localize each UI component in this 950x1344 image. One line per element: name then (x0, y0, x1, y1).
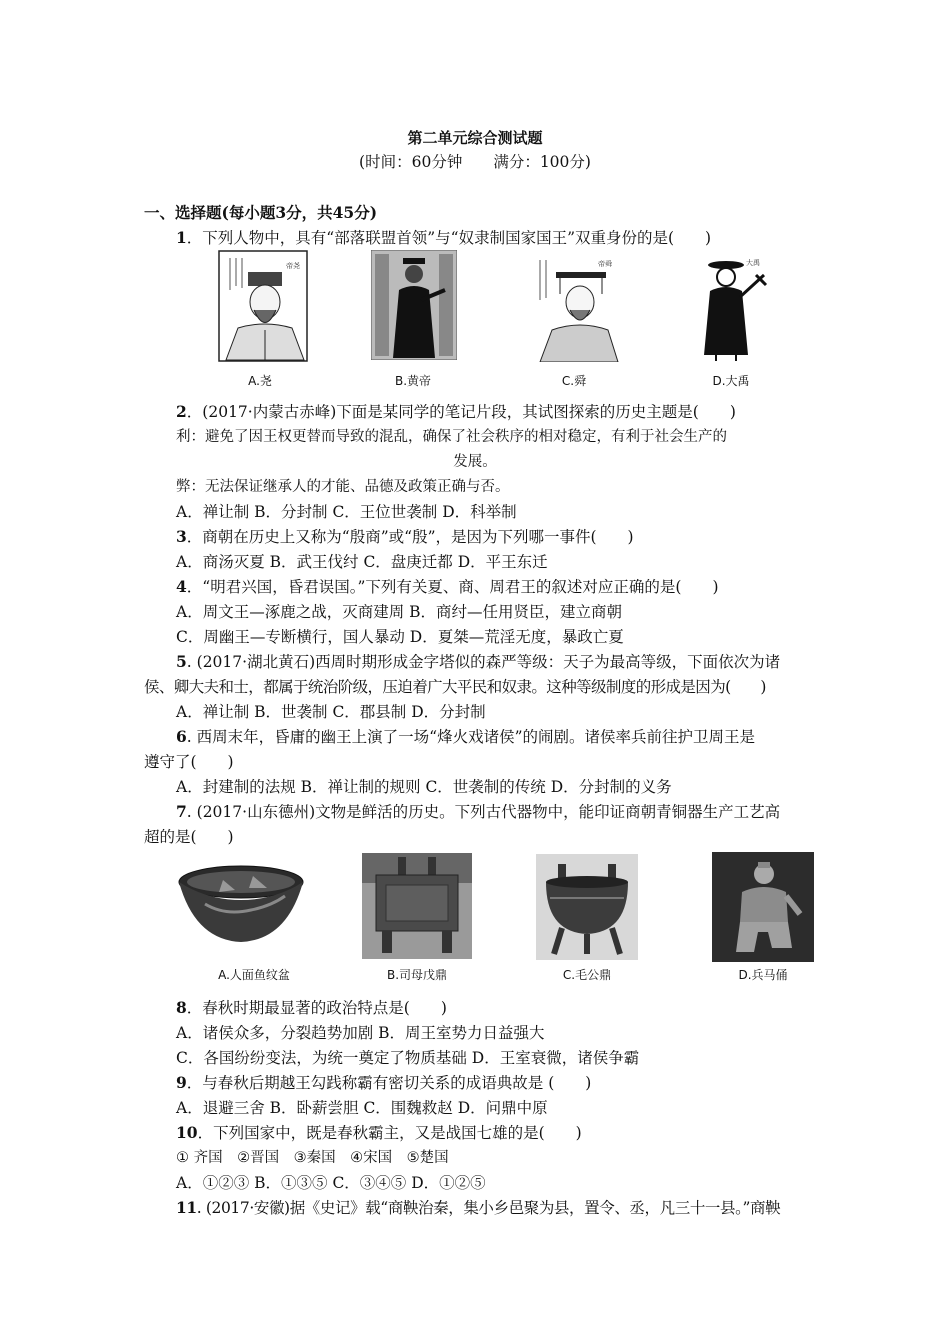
image-caption: A.人面鱼纹盆 (218, 968, 290, 982)
question-stem: . (2017·湖北黄石)西周时期形成金字塔似的森严等级：天子为最高等级，下面依次为诸 (186, 653, 781, 671)
question-number: 9 (176, 1073, 187, 1092)
fish-basin-image (175, 860, 307, 948)
options: A．禅让制 B．分封制 C．王位世袭制 D．科举制 (176, 503, 517, 521)
question-number: 6 (176, 727, 187, 746)
image-caption: C.舜 (561, 374, 587, 388)
note-disadvantage: 弊：无法保证继承人的才能、品德及政策正确与否。 (176, 479, 510, 495)
item-list: ① 齐国 ②晋国 ③秦国 ④宋国 ⑤楚国 (176, 1150, 449, 1166)
section-heading: 一、选择题(每小题3分，共45分) (144, 203, 378, 222)
question-stem: ．(2017·内蒙古赤峰)下面是某同学的笔记片段，其试图探索的历史主题是( ) (186, 403, 736, 421)
huangdi-image (371, 250, 457, 360)
options: C．周幽王—专断横行，国人暴动 D．夏桀—荒淫无度，暴政亡夏 (176, 628, 624, 646)
question-9 (176, 1073, 856, 1093)
question-8 (176, 998, 856, 1018)
question-6 (176, 727, 856, 747)
options: A．退避三舍 B．卧薪尝胆 C．围魏救赵 D．问鼎中原 (176, 1099, 548, 1117)
question-stem: ．“明君兴国，昏君误国。”下列有关夏、商、周君王的叙述对应正确的是( ) (186, 578, 719, 596)
question-number: 5 (176, 652, 187, 671)
question-1 (176, 228, 856, 248)
options: A．商汤灭夏 B．武王伐纣 C．盘庚迁都 D．平王东迁 (176, 553, 548, 571)
question-stem: ．春秋时期最显著的政治特点是( ) (186, 999, 447, 1017)
simuwu-ding-image (362, 853, 472, 959)
page-subtitle: (时间：60分钟 满分：100分) (359, 153, 591, 171)
page-title: 第二单元综合测试题 (407, 129, 543, 147)
image-caption: C.毛公鼎 (562, 968, 612, 982)
question-5 (176, 652, 856, 672)
shun-portrait-image (534, 250, 620, 362)
image-caption: B.黄帝 (394, 374, 432, 388)
note-advantage-cont: 发展。 (453, 454, 497, 470)
question-stem-cont: 超的是( ) (144, 828, 234, 846)
question-number: 1 (176, 228, 187, 247)
image-caption: D.兵马俑 (738, 968, 788, 982)
question-4 (176, 577, 856, 597)
question-number: 3 (176, 527, 187, 546)
maogong-ding-image (536, 854, 638, 960)
question-number: 7 (176, 802, 187, 821)
options: A．诸侯众多，分裂趋势加剧 B．周王室势力日益强大 (176, 1024, 545, 1042)
note-advantage: 利：避免了因王权更替而导致的混乱，确保了社会秩序的相对稳定，有利于社会生产的 (176, 429, 727, 445)
question-11 (176, 1198, 856, 1218)
question-number: 8 (176, 998, 187, 1017)
question-stem: . 西周末年，昏庸的幽王上演了一场“烽火戏诸侯”的闹剧。诸侯率兵前往护卫周王是 (186, 728, 756, 746)
question-number: 4 (176, 577, 187, 596)
question-7 (176, 802, 856, 822)
image-caption: A.尧 (248, 374, 272, 388)
question-stem: ．下列国家中，既是春秋霸主，又是战国七雄的是( ) (197, 1124, 582, 1142)
image-caption: D.大禹 (712, 374, 750, 388)
question-stem: ．与春秋后期越王勾践称霸有密切关系的成语典故是 ( ) (186, 1074, 592, 1092)
question-10 (176, 1123, 856, 1143)
question-stem: . (2017·山东德州)文物是鲜活的历史。下列古代器物中，能印证商朝青铜器生产工艺高 (186, 803, 781, 821)
options: A．禅让制 B．世袭制 C．郡县制 D．分封制 (176, 703, 486, 721)
question-stem: . (2017·安徽)据《史记》载“商鞅治秦，集小乡邑聚为县，置令、丞，凡三十一县。”商鞅 (196, 1199, 781, 1217)
question-number: 2 (176, 402, 187, 421)
question-number: 10 (176, 1123, 198, 1142)
portrait-label: 帝尧 (286, 262, 300, 270)
image-caption: B.司母戊鼎 (386, 968, 448, 982)
question-2 (176, 402, 856, 422)
question-3 (176, 527, 856, 547)
question-stem: ．商朝在历史上又称为“殷商”或“殷”，是因为下列哪一事件( ) (186, 528, 634, 546)
question-stem: ．下列人物中，具有“部落联盟首领”与“奴隶制国家国王”双重身份的是( ) (186, 229, 712, 247)
options: A．周文王—涿鹿之战，灭商建周 B．商纣—任用贤臣，建立商朝 (176, 603, 623, 621)
question-stem-cont: 遵守了( ) (144, 753, 234, 771)
dayu-image (694, 255, 770, 361)
portrait-label: 大禹 (746, 259, 760, 267)
options: A．①②③ B．①③⑤ C．③④⑤ D．①②⑤ (176, 1174, 486, 1192)
question-stem-cont: 侯、卿大夫和士，都属于统治阶级，压迫着广大平民和奴隶。这种等级制度的形成是因为( ) (144, 678, 766, 696)
portrait-label: 帝舜 (598, 260, 612, 268)
options: A．封建制的法规 B．禅让制的规则 C．世袭制的传统 D．分封制的义务 (176, 778, 672, 796)
yao-portrait-image (218, 250, 308, 362)
terracotta-warrior-image (712, 852, 814, 962)
options: C．各国纷纷变法，为统一奠定了物质基础 D．王室衰微，诸侯争霸 (176, 1049, 640, 1067)
question-number: 11 (176, 1198, 197, 1217)
